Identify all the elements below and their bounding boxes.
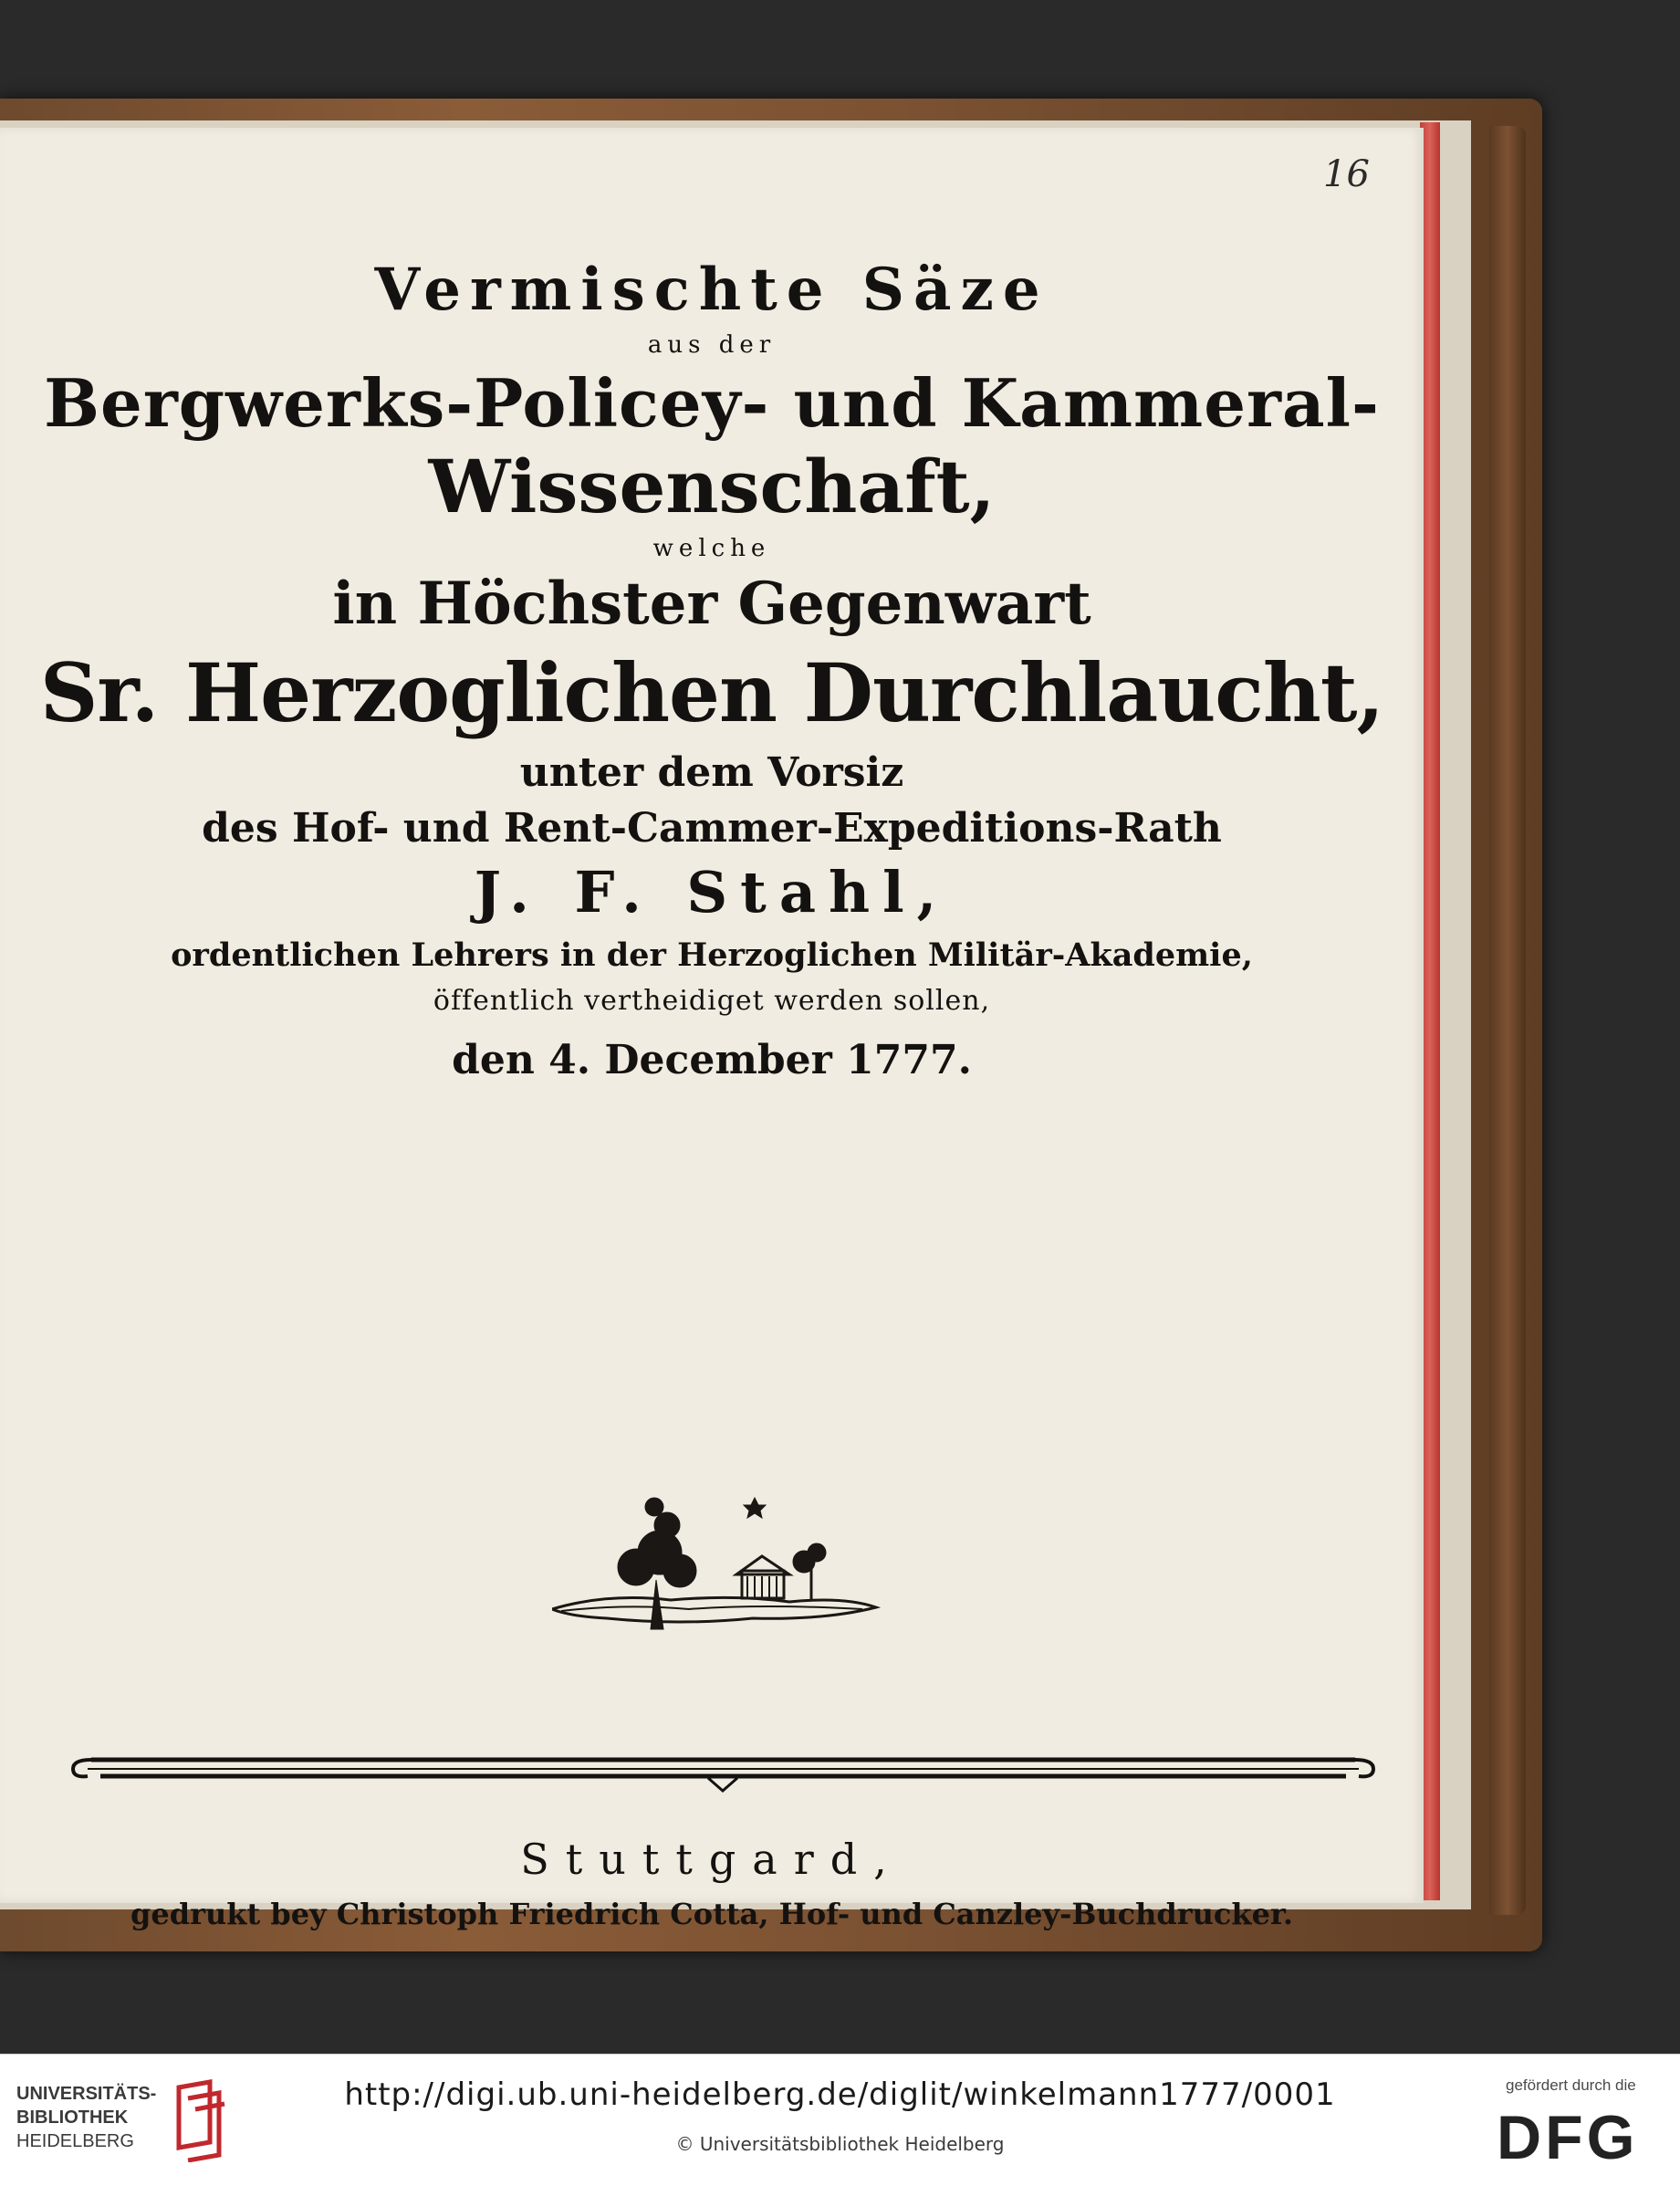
- library-name-line1: UNIVERSITÄTS-: [16, 2084, 157, 2104]
- title-line-hoechster-gegenwart: in Höchster Gegenwart: [332, 570, 1091, 638]
- title-line-stahl: J. F. Stahl,: [474, 859, 950, 926]
- title-line-rath: des Hof- und Rent-Cammer-Expeditions-Rath: [202, 805, 1222, 852]
- footer-bar: [0, 2054, 1680, 2186]
- title-block: [0, 256, 1424, 1083]
- title-line-militaer-akademie: ordentlichen Lehrers in der Herzoglichen Militär-Akademie,: [171, 936, 1253, 974]
- dfg-logo[interactable]: DFG: [1497, 2103, 1639, 2172]
- title-line-vorsiz: unter dem Vorsiz: [519, 749, 904, 796]
- library-name-line2: BIBLIOTHEK: [16, 2108, 129, 2128]
- permalink-url[interactable]: http://digi.ub.uni-heidelberg.de/diglit/winkelmann1777/0001: [344, 2076, 1336, 2113]
- ornamental-rule: [64, 1743, 1383, 1798]
- title-line-bergwerks: Bergwerks-Policey- und Kammeral-: [44, 364, 1380, 442]
- title-line-date: den 4. December 1777.: [452, 1037, 972, 1083]
- imprint-place: Stuttgard,: [520, 1835, 903, 1884]
- copyright-notice: © Universitätsbibliothek Heidelberg: [675, 2133, 1005, 2155]
- title-line-durchlaucht: Sr. Herzoglichen Durchlaucht,: [39, 645, 1384, 740]
- landscape-vignette: [552, 1492, 881, 1657]
- page-number: 16: [1323, 153, 1370, 195]
- imprint-printer: gedrukt bey Christoph Friedrich Cotta, Hof- und Canzley-Buchdrucker.: [130, 1897, 1293, 1931]
- title-line-aus-der: aus der: [647, 331, 777, 359]
- library-name-line3: HEIDELBERG: [16, 2131, 134, 2151]
- title-line-welche: welche: [652, 535, 771, 562]
- imprint: [0, 1835, 1424, 1931]
- title-page: [0, 128, 1424, 1931]
- title-line-vertheidiget: öffentlich vertheidiget werden sollen,: [433, 985, 991, 1017]
- funding-label: gefördert durch die: [1506, 2076, 1636, 2094]
- title-line-vermischte: Vermischte Säze: [374, 256, 1049, 324]
- title-line-wissenschaft: Wissenschaft,: [428, 444, 996, 529]
